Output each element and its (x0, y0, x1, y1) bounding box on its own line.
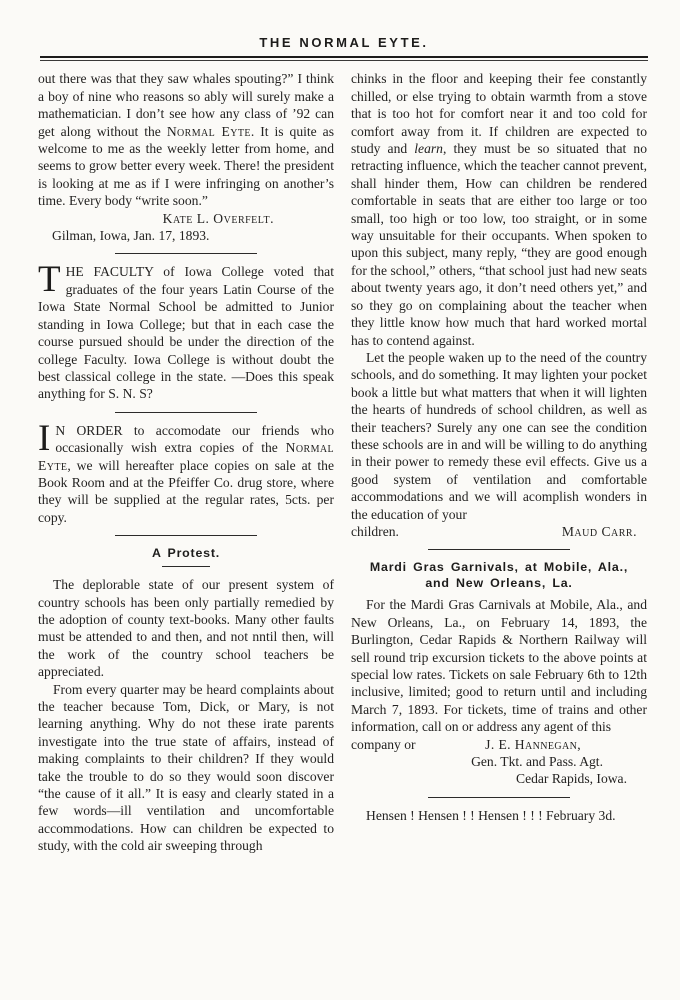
dropcap-t: T (38, 259, 61, 301)
agent-name-line (351, 736, 647, 753)
letter-signature: Kate L. Overfelt. (162, 210, 274, 226)
protest-paragraph-2: From every quarter may be heard complaints about the teacher because Tom, Dick, or Mary, is not learning anything. Why do not these irate parents investigate into the true state of affairs, instead of making complaints to their children? If they would take the trouble to do so they would soon discover “the cause of it all.” It is easy and clearly stated in a few words—ill ventilation and uncomfortable accommodations. How can children be expected to study, with the cold air sweeping through (38, 681, 334, 854)
page-columns (38, 70, 650, 854)
letter-text-1: out there was that they saw whales spouting?” I think a boy of nine who reasons so ably will surely make a mathematician. I don’t see how any class of ’92 can get along without the (38, 71, 334, 139)
faculty-text: HE FACULTY of Iowa College voted that graduates of the four years Latin Course of the Iowa State Normal School be admitted to Junior standing in Iowa College; but that in each case the course pursued should be under the direction of the college Faculty. Iowa College is without doubt the best classical college in the state. —Does this speak anything for S. N. S? (38, 264, 334, 402)
left-column (38, 70, 334, 854)
dropcap-i: I (38, 417, 51, 459)
normal-eyte-smallcaps: Normal Eyte (38, 440, 334, 473)
letter-dateline: Gilman, Iowa, Jan. 17, 1893. (52, 228, 210, 244)
hensen-paragraph: Hensen ! Hensen ! ! Hensen ! ! ! February 3d. (366, 807, 616, 823)
agent-name: J. E. Hannegan, (485, 736, 581, 752)
mardi-heading-line2: and New Orleans, La. (425, 576, 573, 591)
letter-text-2: . It is quite as welcome to me as the weekly letter from home, and seems to grow better every week. There! the president is looking at me as if I were infringing on another’s time. Every body “write soon.” (38, 123, 334, 209)
protest-signature: Maud Carr. (561, 523, 637, 539)
company-or-text: company or (351, 736, 416, 752)
section-rule (428, 549, 570, 550)
protest-paragraph-4: Let the people waken up to the need of the country schools, and do something. It may lighten your pocket book a little but what matters that when it will lighten the hearts of hundreds of school children, as well as their teachers? Surely any one can see the condition these schools are in and will be willing to do anything in their power to remedy these evil effects. Give us a good system of ventilation and comfortable accommodations and we will acomplish wonders in the education of your (351, 349, 647, 522)
mardi-paragraph: For the Mardi Gras Carnivals at Mobile, Ala., and New Orleans, La., on February 14, 1893, the Burlington, Cedar Rapids & Northern Railway will sell round trip excursion tickets to the above points at special low rates. Tickets on sale February 6th to 12th inclusive, limited; good to return until and including March 7, 1893. For tickets, time of trains and other information, call on or address any agent of this (351, 597, 647, 735)
section-rule (115, 253, 257, 254)
learn-italic-word: learn (414, 141, 443, 157)
protest-closing-line (351, 523, 647, 540)
heading-underline-rule (162, 566, 210, 567)
protest-paragraph-1: The deplorable state of our present system of country schools has been only partially remedied by the adoption of county text-books. Many other faults must be attended to and then, and not nntil then, will the work of the country school teachers be appreciated. (38, 577, 334, 680)
section-rule (115, 535, 257, 536)
faculty-paragraph (38, 259, 334, 402)
mardi-heading-line1: Mardi Gras Garnivals, at Mobile, Ala., (369, 560, 629, 575)
protest-text-2: , they must be so situated that no retracting influence, which the teacher cannot prevent, shall hinder them, How can children be rendered comfortable in seats that are either too large or too small, too high or too low, too straight, or in some way unsuitable for their occupants. When spoken to upon this subject, many reply, “they are good enough for the school,” others, “that school just had new seats about twenty years ago, it don’t need others yet,” and so they go on complaining about the teacher when they little know how much that hard worked mortal has to contend against. (351, 141, 647, 348)
copies-text-1: N ORDER to accomodate our friends who occasionally wish extra copies of the (55, 422, 334, 456)
masthead-title: THE NORMAL EYTE. (259, 35, 429, 50)
letter-paragraph (38, 70, 334, 209)
extra-copies-paragraph (38, 417, 334, 526)
section-rule (428, 797, 570, 798)
agent-title-line: Gen. Tkt. and Pass. Agt. (471, 754, 603, 770)
protest-text-1: chinks in the floor and keeping their fee constantly chilled, or else trying to obtain warmth from a stove that is too hot for comfort near it and too cold for comfort away from it. If children are expected to study and (351, 71, 647, 157)
masthead-double-rule (40, 56, 648, 61)
mardi-gras-heading (351, 559, 647, 591)
normal-eyte-smallcaps: Normal Eyte (166, 123, 251, 139)
agent-city-line: Cedar Rapids, Iowa. (516, 771, 627, 787)
section-rule (115, 412, 257, 413)
protest-last-word: children. (351, 523, 399, 539)
protest-heading: A Protest. (151, 546, 221, 561)
right-column (351, 70, 647, 854)
protest-paragraph-3 (351, 70, 647, 349)
copies-text-2: , we will hereafter place copies on sale at the Book Room and at the Pfeiffer Co. drug store, where they will be supplied at the regular rates, 5cts. per copy. (38, 457, 334, 525)
